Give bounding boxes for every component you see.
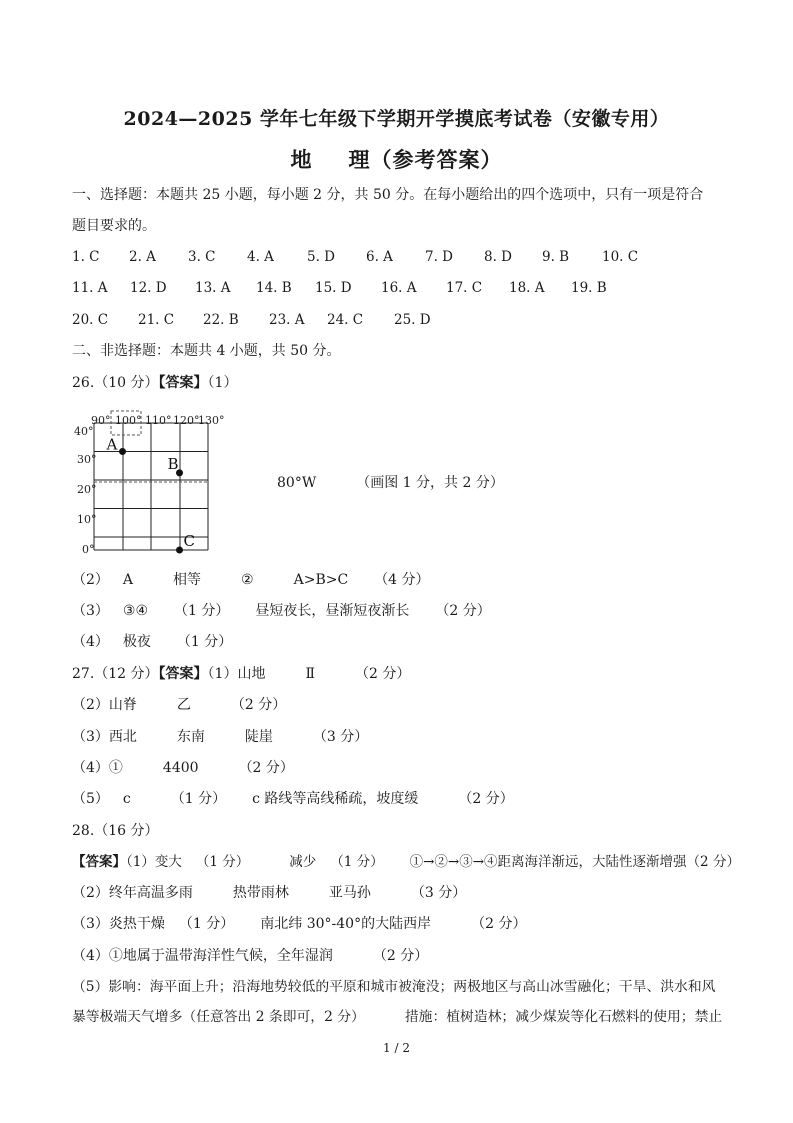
lat-label: 10° — [77, 513, 97, 526]
answer-item: 16. A — [381, 280, 417, 296]
map-point-c — [176, 547, 183, 554]
page-number: 1 / 2 — [383, 1041, 410, 1055]
answer-item: 4. A — [247, 249, 274, 265]
q27-line3: （3）西北 东南 陡崖 （3 分） — [72, 729, 369, 745]
answer-item: 18. A — [509, 280, 545, 296]
answer-item: 14. B — [256, 280, 292, 296]
q26-header: 26.（10 分）【答案】（1） — [72, 375, 238, 391]
answer-item: 24. C — [327, 312, 364, 328]
answer-item: 1. C — [72, 249, 100, 265]
map-point-a — [119, 448, 126, 455]
section1-heading: 一、选择题：本题共 25 小题，每小题 2 分，共 50 分。在每小题给出的四个选项中，只有一项是符合 题目要求的。 — [72, 187, 704, 234]
q28-line2: （2）终年高温多雨 热带雨林 亚马孙 （3 分） — [72, 885, 467, 901]
q27-line2: （2）山脊 乙 （2 分） — [72, 697, 287, 713]
answer-item: 3. C — [188, 249, 216, 265]
answer-item: 20. C — [72, 312, 109, 328]
lon-label: 90° — [91, 414, 111, 427]
section2-heading: 二、非选择题：本题共 4 小题，共 50 分。 — [72, 343, 341, 359]
answer-item: 5. D — [307, 249, 335, 265]
answer-item: 8. D — [484, 249, 512, 265]
lon-label: 120° — [173, 414, 200, 427]
map-point-label: B — [167, 454, 179, 473]
q28-line4: （4）①地属于温带海洋性气候，全年湿润 （2 分） — [72, 948, 429, 964]
lat-label: 30° — [77, 453, 97, 466]
answer-item: 15. D — [315, 280, 352, 296]
answer-item: 11. A — [72, 280, 108, 296]
answer-item: 22. B — [203, 312, 239, 328]
lat-label: 0° — [82, 543, 95, 556]
q26-line2: （2） A 相等 ② A>B>C （4 分） — [72, 572, 430, 588]
answer-item: 10. C — [602, 249, 639, 265]
answer-item: 2. A — [129, 249, 156, 265]
q28-line3: （3）炎热干燥 （1 分） 南北纬 30°-40°的大陆西岸 （2 分） — [72, 916, 527, 932]
lon-label: 100° — [115, 414, 142, 427]
map-point-label: A — [106, 435, 118, 454]
answer-item: 12. D — [130, 280, 167, 296]
lat-lon-grid-map — [74, 408, 234, 556]
lon-label: 110° — [145, 414, 172, 427]
q27-line5: （5） c （1 分） c 路线等高线稀疏，坡度缓 （2 分） — [72, 791, 514, 807]
q26-line3: （3） ③④ （1 分） 昼短夜长，昼渐短夜渐长 （2 分） — [72, 603, 491, 619]
lat-label: 20° — [77, 483, 97, 496]
answer-item: 21. C — [138, 312, 175, 328]
lon-label: 130° — [198, 414, 225, 427]
map-point-label: C — [183, 532, 195, 550]
subject-char-2: 理（参考答案） — [348, 147, 503, 172]
answer-item: 19. B — [571, 280, 607, 296]
exam-subtitle — [0, 144, 793, 174]
q28-line1: 【答案】（1）变大 （1 分） 减少 （1 分） ①→②→③→④距离海洋渐远，大陆性逐渐增强（2 分） — [72, 854, 740, 870]
answer-item: 17. C — [446, 280, 483, 296]
answer-item: 25. D — [394, 312, 431, 328]
q26-line4: （4） 极夜 （1 分） — [72, 634, 233, 650]
subject-char-1: 地 — [290, 147, 313, 172]
answer-item: 9. B — [542, 249, 570, 265]
q27-line4: （4）① 4400 （2 分） — [72, 760, 294, 776]
answer-item: 7. D — [425, 249, 453, 265]
q28-line5: （5）影响：海平面上升；沿海地势较低的平原和城市被淹没；两极地区与高山冰雪融化；干旱、洪水和风 暴等极端天气增多（任意答出 2 条即可，2 分） 措施：植树造林；减少煤炭等化石燃料的使用；禁止 — [72, 979, 723, 1025]
q27-header: 27.（12 分）【答案】（1）山地 Ⅱ （2 分） — [72, 666, 411, 682]
answer-item: 6. A — [366, 249, 393, 265]
q26-map-answer: 80°W （画图 1 分，共 2 分） — [277, 475, 504, 491]
exam-title: 2024—2025 学年七年级下学期开学摸底考试卷（安徽专用） — [123, 108, 670, 130]
q28-header: 28.（16 分） — [72, 823, 159, 839]
answer-item: 13. A — [195, 280, 231, 296]
answer-item: 23. A — [269, 312, 305, 328]
lat-label: 40° — [74, 425, 94, 438]
